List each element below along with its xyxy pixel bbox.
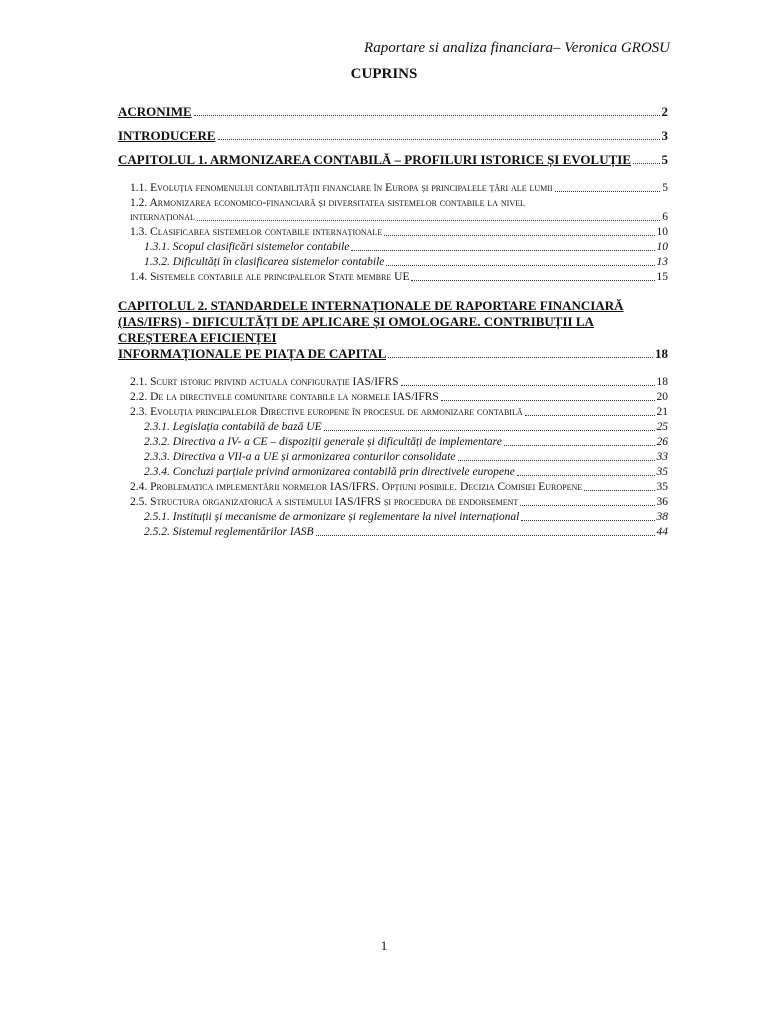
- toc-subentry[interactable]: [118, 510, 668, 525]
- toc-entry-title: ACRONIME: [118, 104, 192, 119]
- toc-entry-title: 1.4. Sistemele contabile ale principalelor State membre UE: [130, 271, 410, 283]
- toc-entry-title: 1.3. Clasificarea sistemelor contabile internaționale: [130, 226, 383, 238]
- toc-entry-title: 2.3.4. Concluzi parțiale privind armonizarea contabilă prin directivele europene: [144, 466, 515, 478]
- toc-entry-title: 2.5.1. Instituții și mecanisme de armonizare și reglementare la nivel internațional: [144, 511, 520, 523]
- toc-entry-page: 5: [661, 152, 668, 167]
- toc-leader: [388, 357, 653, 358]
- toc-subentry[interactable]: [118, 255, 668, 270]
- toc-entry-page: 5: [662, 182, 668, 194]
- toc-entry-page: 36: [656, 496, 668, 508]
- toc-subentry[interactable]: [118, 450, 668, 465]
- toc-leader: [517, 475, 655, 476]
- toc-leader: [386, 265, 654, 266]
- toc-entry-page: 15: [656, 271, 668, 283]
- toc-entry-page: 10: [656, 226, 668, 238]
- toc-entry[interactable]: [118, 480, 668, 495]
- toc-entry-page: 13: [656, 256, 668, 268]
- table-of-contents: [118, 104, 668, 540]
- toc-chapter[interactable]: [118, 152, 668, 168]
- toc-entry-title: 2.3.1. Legislația contabilă de bază UE: [144, 421, 322, 433]
- toc-leader: [525, 415, 655, 416]
- toc-entry-title: 2.5.2. Sistemul reglementărilor IASB: [144, 526, 314, 538]
- toc-entry-page: 26: [656, 436, 668, 448]
- toc-leader: [584, 490, 654, 491]
- toc-entry[interactable]: [118, 495, 668, 510]
- toc-subentry[interactable]: [118, 525, 668, 540]
- toc-entry[interactable]: [118, 210, 668, 225]
- document-header: Raportare si analiza financiara– Veronica GROSU: [364, 40, 670, 56]
- toc-leader: [555, 191, 661, 192]
- toc-leader: [384, 235, 654, 236]
- toc-entry-page: 6: [662, 211, 668, 223]
- toc-leader: [411, 280, 654, 281]
- toc-entry[interactable]: [118, 128, 668, 144]
- toc-entry-page: 35: [656, 481, 668, 493]
- toc-entry-page: 10: [656, 241, 668, 253]
- toc-entry-page: 18: [655, 346, 668, 361]
- toc-entry-title: 2.5. Structura organizatorică a sistemului IAS/IFRS și procedura de endorsement: [130, 496, 519, 508]
- toc-entry-page: 18: [656, 376, 668, 388]
- toc-leader: [324, 430, 655, 431]
- toc-entry[interactable]: [118, 405, 668, 420]
- toc-leader: [194, 115, 660, 116]
- toc-chapter[interactable]: [118, 346, 668, 362]
- toc-leader: [504, 445, 655, 446]
- toc-leader: [520, 505, 654, 506]
- toc-entry-title: internațional: [130, 211, 195, 223]
- toc-entry-wrapped-line: 1.2. Armonizarea economico-financiară și diversitatea sistemelor contabile la nivel: [130, 197, 525, 209]
- toc-subentry[interactable]: [118, 240, 668, 255]
- toc-leader: [521, 520, 654, 521]
- toc-entry-page: 44: [656, 526, 668, 538]
- page-title: CUPRINS: [350, 66, 418, 82]
- toc-subentry[interactable]: [118, 420, 668, 435]
- toc-leader: [633, 163, 660, 164]
- toc-entry-page: 25: [656, 421, 668, 433]
- toc-entry-title: 1.3.2. Dificultăți în clasificarea sistemelor contabile: [144, 256, 385, 268]
- toc-entry[interactable]: [118, 225, 668, 240]
- toc-entry-title: 2.3.3. Directiva a VII-a a UE și armonizarea conturilor consolidate: [144, 451, 456, 463]
- toc-entry-page: 3: [661, 128, 668, 143]
- toc-entry[interactable]: [118, 375, 668, 390]
- toc-entry-title: INFORMAȚIONALE PE PIAȚA DE CAPITAL: [118, 346, 387, 361]
- toc-entry-page: 38: [656, 511, 668, 523]
- toc-entry[interactable]: [118, 390, 668, 405]
- toc-entry-title: 2.1. Scurt istoric privind actuala configurație IAS/IFRS: [130, 376, 399, 388]
- toc-entry-title: 2.3. Evoluția principalelor Directive europene în procesul de armonizare contabilă: [130, 406, 523, 418]
- toc-entry-title: 1.3.1. Scopul clasificări sistemelor contabile: [144, 241, 350, 253]
- toc-leader: [401, 385, 655, 386]
- toc-entry-page: 33: [656, 451, 668, 463]
- toc-chapter-wrapped-line: CAPITOLUL 2. STANDARDELE INTERNAȚIONALE DE RAPORTARE FINANCIARĂ (IAS/IFRS) - DIFICULTĂȚI DE APLICARE ȘI OMOLOGARE. CONTRIBUȚII LA CREȘTEREA EFICIENȚEI: [118, 298, 624, 345]
- toc-entry-page: 21: [656, 406, 668, 418]
- toc-entry-page: 35: [656, 466, 668, 478]
- toc-leader: [458, 460, 655, 461]
- toc-entry-page: 20: [656, 391, 668, 403]
- toc-leader: [441, 400, 655, 401]
- toc-leader: [316, 535, 655, 536]
- toc-entry[interactable]: [118, 181, 668, 196]
- toc-entry-title: INTRODUCERE: [118, 128, 216, 143]
- toc-leader: [351, 250, 654, 251]
- toc-entry-title: 2.3.2. Directiva a IV- a CE – dispoziții generale și dificultăți de implementare: [144, 436, 502, 448]
- toc-entry-page: 2: [661, 104, 668, 119]
- toc-leader: [197, 220, 660, 221]
- toc-entry-title: CAPITOLUL 1. ARMONIZAREA CONTABILĂ – PROFILURI ISTORICE ȘI EVOLUȚIE: [118, 152, 631, 167]
- toc-entry-title: 2.4. Problematica implementării normelor IAS/IFRS. Opțiuni posibile. Decizia Comisiei Europene: [130, 481, 583, 493]
- toc-leader: [218, 139, 660, 140]
- toc-entry[interactable]: [118, 270, 668, 285]
- toc-entry-title: 2.2. De la directivele comunitare contabile la normele IAS/IFRS: [130, 391, 439, 403]
- toc-entry[interactable]: [118, 104, 668, 120]
- page-number: 1: [380, 938, 388, 953]
- toc-entry-title: 1.1. Evoluția fenomenului contabilității financiare în Europa și principalele țări ale lumii: [130, 182, 553, 194]
- toc-subentry[interactable]: [118, 465, 668, 480]
- toc-subentry[interactable]: [118, 435, 668, 450]
